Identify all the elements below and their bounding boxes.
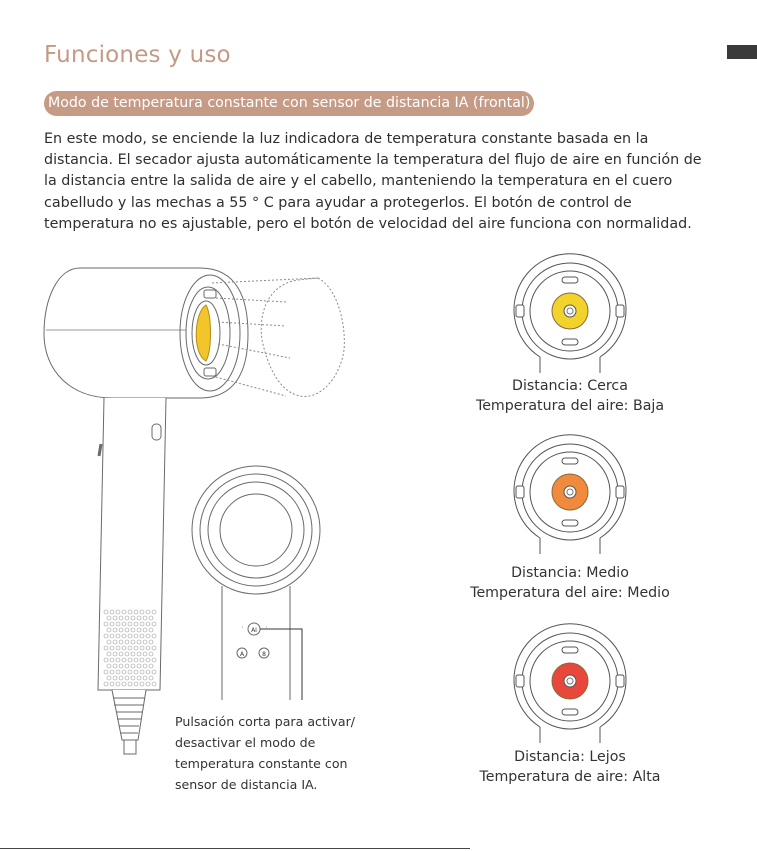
mode-near-caption	[470, 376, 670, 416]
mode-near-temperature: Temperatura del aire: Baja	[475, 398, 665, 414]
page-title: Funciones y uso	[44, 42, 231, 68]
svg-text:AI: AI	[251, 627, 257, 634]
svg-text:8: 8	[262, 651, 266, 658]
callout-line: sensor de distancia IA.	[175, 777, 318, 792]
section-label: Modo de temperatura constante con sensor de distancia IA (frontal)	[44, 91, 534, 116]
hair-dryer-side-view	[44, 268, 344, 754]
svg-text:A: A	[239, 651, 245, 658]
side-button	[152, 424, 161, 440]
mode-far-temperature: Temperatura de aire: Alta	[479, 769, 661, 785]
mode-medium-temperature: Temperatura del aire: Medio	[470, 585, 670, 601]
sensor-field-outline	[261, 278, 344, 396]
mode-medium-caption	[470, 563, 670, 603]
callout-line: temperatura constante con	[175, 756, 348, 771]
power-cord	[112, 690, 146, 754]
mode-near-distance: Distancia: Cerca	[512, 378, 628, 394]
callout-line: desactivar el modo de	[175, 735, 316, 750]
hair-dryer-front-view	[192, 466, 320, 700]
footer-rule	[0, 848, 470, 849]
nozzle-icon-far	[514, 624, 626, 743]
ai-button-callout	[175, 711, 375, 795]
body-paragraph: En este modo, se enciende la luz indicadora de temperatura constante basada en la distancia. El secador ajusta automáticamente la temperatura del flujo de aire en función de la distancia entre la salida de aire y el cabello, manteniendo la temperatura en el cuero cabelludo y las mechas a 55 ° C para ayudar a protegerlos. El botón de control de temperatura no es ajustable, pero el botón de velocidad del aire funciona con normalidad.	[44, 131, 702, 232]
mode-far-distance: Distancia: Lejos	[514, 749, 626, 765]
nozzle-icon-medium	[514, 435, 626, 554]
callout-line: Pulsación corta para activar/	[175, 714, 355, 729]
distance-mode-icons	[514, 254, 626, 743]
mode-medium-distance: Distancia: Medio	[511, 565, 629, 581]
mode-far-caption	[470, 747, 670, 787]
nozzle-icon-near	[514, 254, 626, 373]
